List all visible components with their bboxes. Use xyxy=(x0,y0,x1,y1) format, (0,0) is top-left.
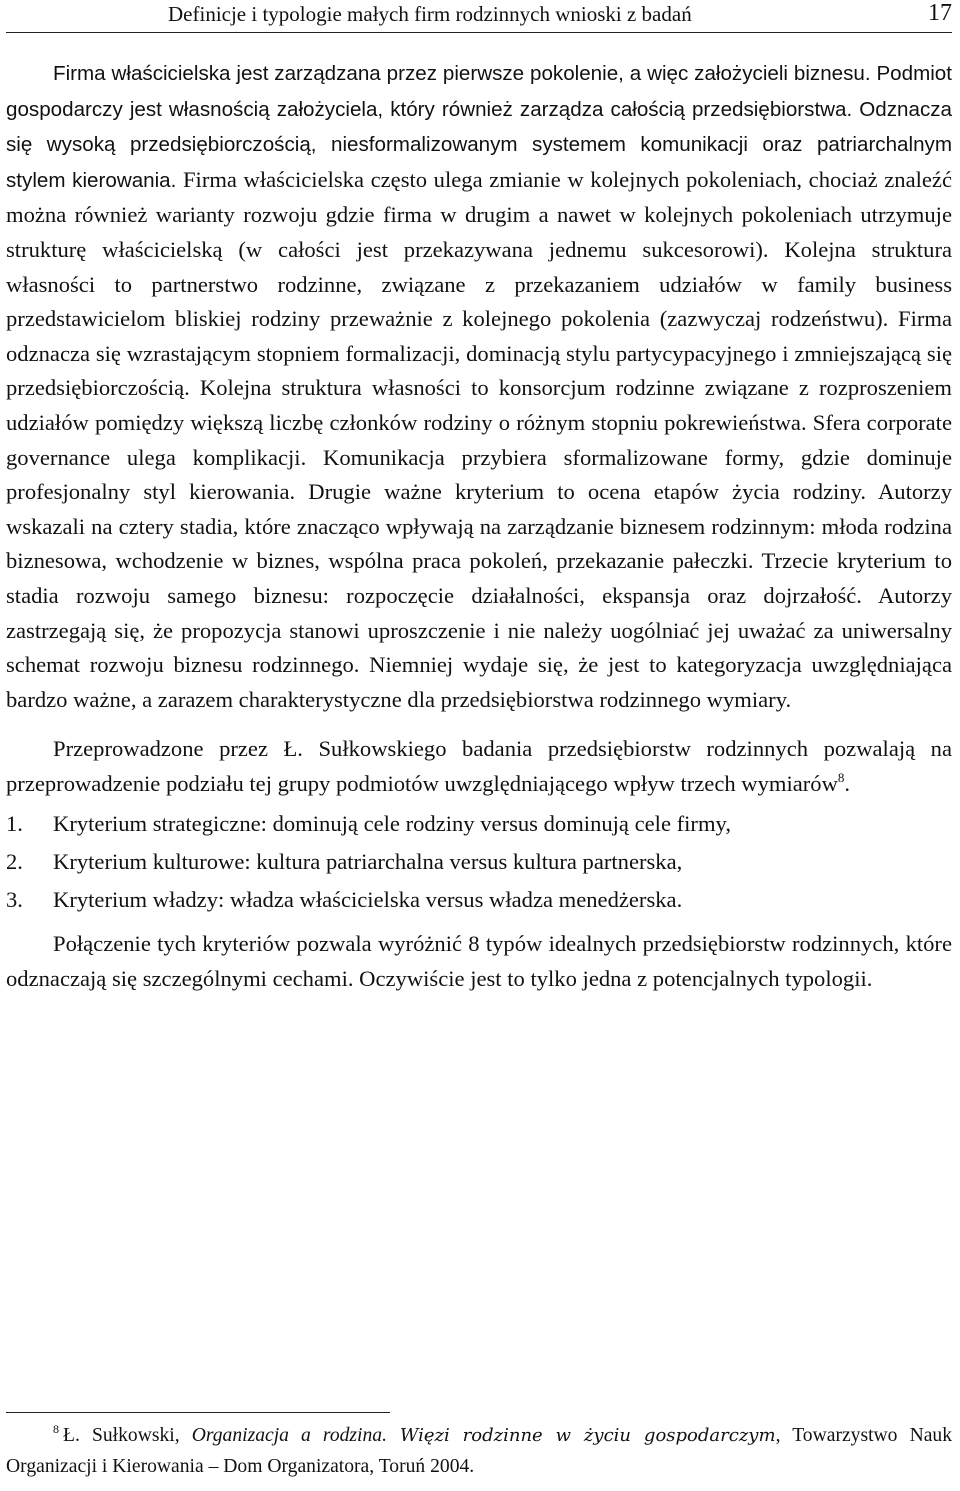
running-title: Definicje i typologie małych firm rodzinnych wnioski z badań xyxy=(168,2,692,26)
footnote-divider xyxy=(6,1412,390,1414)
footnote-publisher: , Towarzystwo Nauk Organizacji i Kierowania – Dom Organizatora, Toruń 2004. xyxy=(6,1425,953,1477)
list-item xyxy=(6,807,952,845)
paragraph-ownership-structures xyxy=(6,56,952,717)
paragraph-sulkowski-study xyxy=(6,732,952,801)
footnote-author: Ł. Sułkowski, xyxy=(63,1425,192,1446)
running-header xyxy=(6,0,952,33)
list-item-text: Kryterium strategiczne: dominują cele rodziny versus dominują cele firmy, xyxy=(53,811,731,837)
page-number: 17 xyxy=(928,0,952,26)
list-item-text: Kryterium kulturowe: kultura patriarchalna versus kultura partnerska, xyxy=(53,849,683,875)
list-item-number: 2. xyxy=(6,849,23,875)
footnote-mark: 8 xyxy=(53,1422,59,1436)
paragraph-typology: Połączenie tych kryteriów pozwala wyróżnić 8 typów idealnych przedsiębiorstw rodzinnych, które odznaczają się szczególnymi cechami. Oczywiście jest to tylko jedna z potencjalnych typologii. xyxy=(6,931,952,992)
footnote-subtitle: Więzi rodzinne w życiu gospodarczym xyxy=(386,1425,776,1446)
footnote-title: Organizacja a rodzina. xyxy=(191,1425,387,1446)
footnote-reference[interactable]: 8 xyxy=(837,769,845,785)
sans-run: Firma właścicielska jest zarządzana przez pierwsze pokolenie, a więc założycieli biznesu. Podmiot gospodarczy jest własnością założyciela, który również zarządza całością przedsiębiorstwa. Odznacza się wysoką przedsiębiorczością, niesformalizowanym systemem komunikacji oraz patriarchalnym stylem kierowania. xyxy=(6,62,952,192)
criteria-list xyxy=(6,807,952,921)
list-item-number: 1. xyxy=(6,811,23,837)
list-item xyxy=(6,845,952,883)
body-text xyxy=(6,56,952,997)
para2-text: Przeprowadzone przez Ł. Sułkowskiego badania przedsiębiorstw rodzinnych pozwalają na przeprowadzenie podziału tej grupy podmiotów uwzględniającego wpływ trzech wymiarów xyxy=(6,736,952,796)
list-item-text: Kryterium władzy: władza właścicielska versus władza menedżerska. xyxy=(53,887,683,913)
document-page xyxy=(6,0,952,1491)
para2-end: . xyxy=(844,770,851,796)
list-item-number: 3. xyxy=(6,887,23,913)
serif-run: Firma właścicielska często ulega zmianie w kolejnych pokoleniach, chociaż znaleźć można również warianty rozwoju gdzie firma w drugim a nawet w kolejnych pokoleniach utrzymuje strukturę właścicielską (w całości jest przekazywana jednemu sukcesorowi). Kolejna struktura własności to partnerstwo rodzinne, związane z przekazaniem udziałów w family business przedstawicielom bliskiej rodziny przeważnie z kolejnego pokolenia (zazwyczaj rodzeństwu). Firma odznacza się wzrastającym stopniem formalizacji, dominacją stylu partycypacyjnego i zmniejszającą się przedsiębiorczością. Kolejna struktura własności to konsorcjum rodzinne związane z rozproszeniem udziałów pomiędzy większą liczbę członków rodziny o różnym stopniu pokrewieństwa. Sfera corporate governance ulega komplikacji. Komunikacja przybiera sformalizowane formy, gdzie dominuje profesjonalny styl kierowania. Drugie ważne kryterium to ocena etapów życia rodziny. Autorzy wskazali na cztery stadia, które znacząco wpływają na zarządzanie biznesem rodzinnym: młoda rodzina biznesowa, wchodzenie w biznes, wspólna praca pokoleń, przekazanie pałeczki. Trzecie kryterium to stadia rozwoju samego biznesu: rozpoczęcie działalności, ekspansja oraz dojrzałość. Autorzy zastrzegają się, że propozycja stanowi uproszczenie i nie należy uogólniać jej uważać za uniwersalny schemat rozwoju biznesu rodzinnego. Niemniej wydaje się, że jest to kategoryzacja uwzględniająca bardzo ważne, a zarazem charakterystyczne dla przedsiębiorstwa rodzinnego wymiary. xyxy=(6,166,952,712)
list-item xyxy=(6,883,952,921)
footnote xyxy=(6,1420,952,1482)
